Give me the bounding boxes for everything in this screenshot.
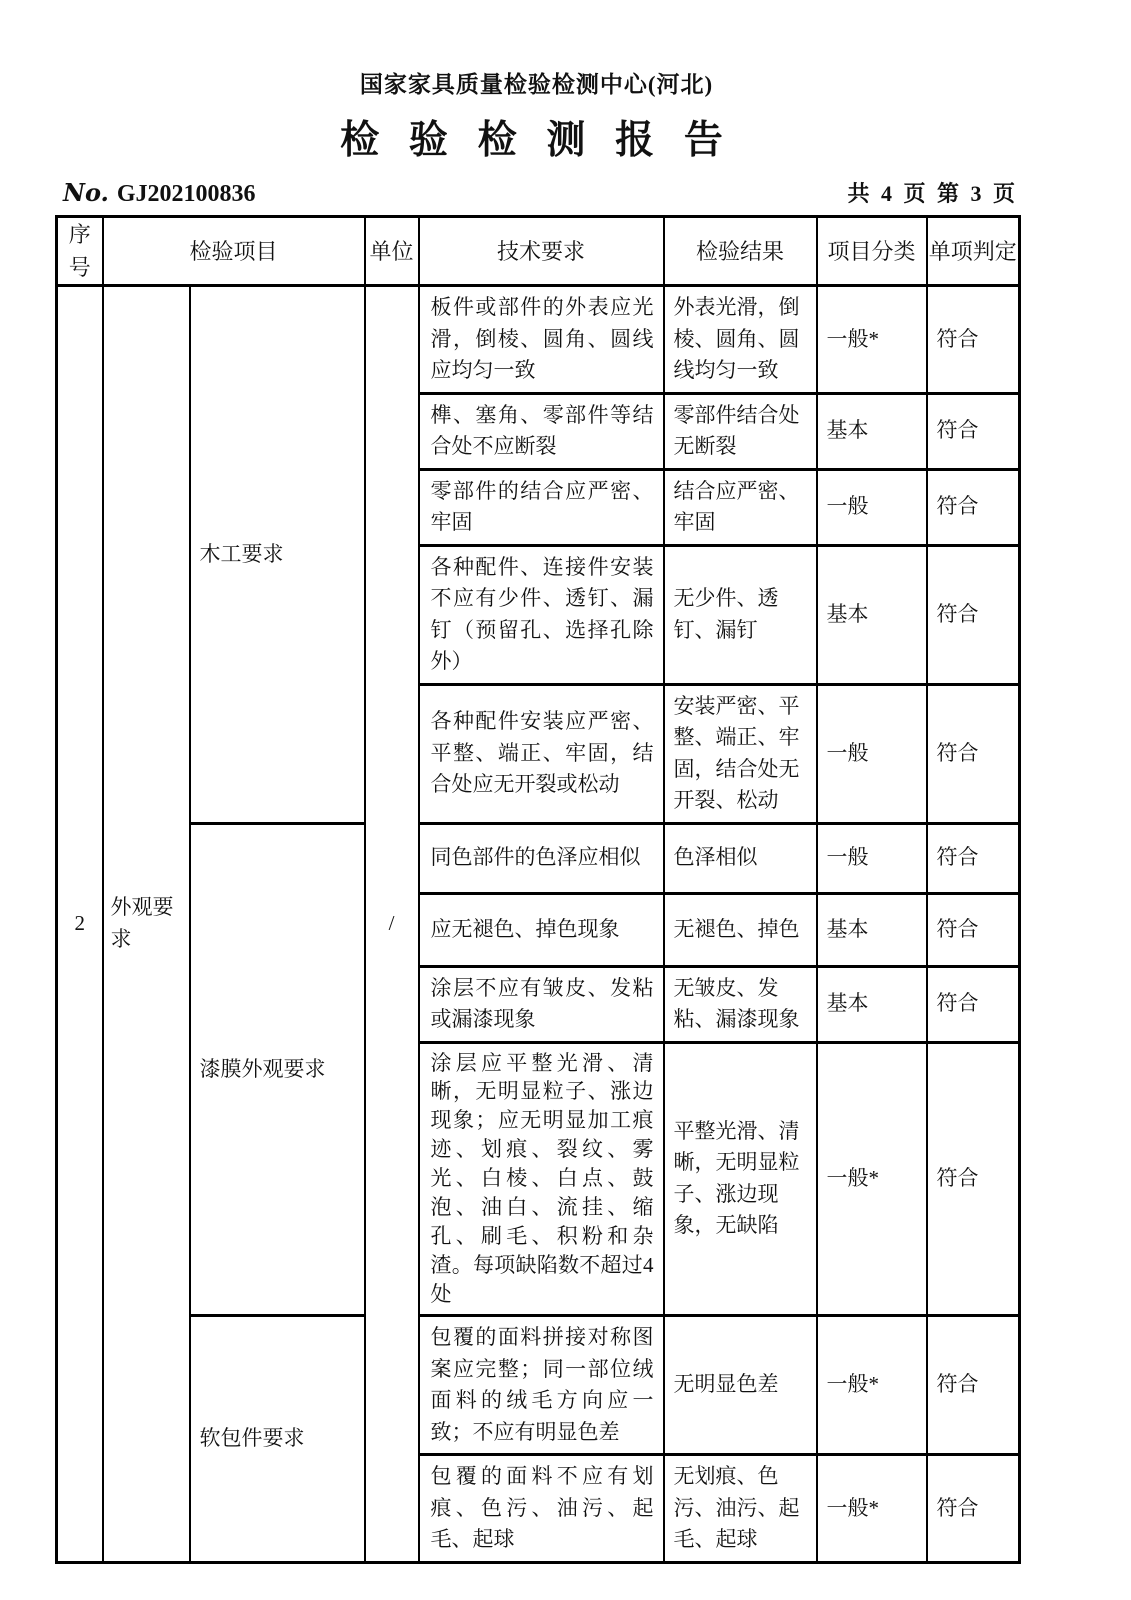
cell-result: 外表光滑，倒棱、圆角、圆线均匀一致: [664, 286, 817, 394]
cell-classification: 基本: [817, 545, 927, 684]
report-number: [55, 178, 256, 208]
table-row: [57, 286, 1020, 394]
cell-classification: 一般*: [817, 1042, 927, 1316]
cell-judgment: 符合: [927, 893, 1020, 966]
table-header-row: [57, 217, 1020, 286]
cell-classification: 一般*: [817, 1455, 927, 1563]
cell-classification: 基本: [817, 393, 927, 469]
cell-judgment: 符合: [927, 393, 1020, 469]
cell-judgment: 符合: [927, 966, 1020, 1042]
cell-requirement: 各种配件、连接件安装不应有少件、透钉、漏钉（预留孔、选择孔除外）: [419, 545, 664, 684]
cell-classification: 一般*: [817, 286, 927, 394]
cell-judgment: 符合: [927, 684, 1020, 823]
header-requirement: 技术要求: [419, 217, 664, 286]
cell-result: 无皱皮、发粘、漏漆现象: [664, 966, 817, 1042]
cell-sub-item: 软包件要求: [190, 1316, 365, 1563]
cell-classification: 基本: [817, 966, 927, 1042]
header-item: 检验项目: [103, 217, 365, 286]
org-name: 国家家具质量检验检测中心(河北): [359, 72, 714, 97]
cell-requirement: 包覆的面料不应有划痕、色污、油污、起毛、起球: [419, 1455, 664, 1563]
table-row: [57, 823, 1020, 893]
cell-unit: /: [365, 286, 419, 1563]
report-page: [55, 0, 1018, 1564]
cell-sub-item: 漆膜外观要求: [190, 823, 365, 1316]
cell-judgment: 符合: [927, 1042, 1020, 1316]
cell-seq: 2: [57, 286, 103, 1563]
cell-result: 无明显色差: [664, 1316, 817, 1455]
cell-judgment: 符合: [927, 545, 1020, 684]
cell-judgment: 符合: [927, 1316, 1020, 1455]
report-title: 检 验 检 测 报 告: [340, 119, 733, 162]
cell-requirement: 应无褪色、掉色现象: [419, 893, 664, 966]
table-row: [57, 1316, 1020, 1455]
cell-judgment: 符合: [927, 823, 1020, 893]
header-seq: 序号: [57, 217, 103, 286]
cell-classification: 一般: [817, 823, 927, 893]
cell-requirement: 榫、塞角、零部件等结合处不应断裂: [419, 393, 664, 469]
cell-sub-item: 木工要求: [190, 286, 365, 824]
report-number-value: GJ202100836: [116, 181, 256, 207]
cell-requirement: 涂层应平整光滑、清晰，无明显粒子、涨边现象；应无明显加工痕迹、划痕、裂纹、雾光、白棱、白点、鼓泡、油白、流挂、缩孔、刷毛、积粉和杂渣。每项缺陷数不超过4处: [419, 1042, 664, 1316]
cell-classification: 一般: [817, 684, 927, 823]
report-number-label: No.: [63, 178, 109, 207]
cell-result: 无划痕、色污、油污、起毛、起球: [664, 1455, 817, 1563]
inspection-table: [55, 215, 1021, 1564]
cell-requirement: 涂层不应有皱皮、发粘或漏漆现象: [419, 966, 664, 1042]
cell-requirement: 板件或部件的外表应光滑，倒棱、圆角、圆线应均匀一致: [419, 286, 664, 394]
cell-item-name: 外观要求: [103, 286, 190, 1563]
cell-classification: 一般*: [817, 1316, 927, 1455]
cell-classification: 一般: [817, 469, 927, 545]
cell-result: 色泽相似: [664, 823, 817, 893]
cell-judgment: 符合: [927, 469, 1020, 545]
cell-result: 安装严密、平整、端正、牢固，结合处无开裂、松动: [664, 684, 817, 823]
cell-requirement: 零部件的结合应严密、牢固: [419, 469, 664, 545]
cell-result: 结合应严密、牢固: [664, 469, 817, 545]
cell-result: 无少件、透钉、漏钉: [664, 545, 817, 684]
cell-judgment: 符合: [927, 286, 1020, 394]
header-classification: 项目分类: [817, 217, 927, 286]
header-result: 检验结果: [664, 217, 817, 286]
cell-judgment: 符合: [927, 1455, 1020, 1563]
cell-classification: 基本: [817, 893, 927, 966]
page-info: 共 4 页 第 3 页: [847, 181, 1018, 206]
cell-requirement: 同色部件的色泽应相似: [419, 823, 664, 893]
cell-requirement: 包覆的面料拼接对称图案应完整；同一部位绒面料的绒毛方向应一致；不应有明显色差: [419, 1316, 664, 1455]
cell-result: 平整光滑、清晰，无明显粒子、涨边现象，无缺陷: [664, 1042, 817, 1316]
report-meta-row: [55, 178, 1018, 208]
cell-result: 无褪色、掉色: [664, 893, 817, 966]
cell-result: 零部件结合处无断裂: [664, 393, 817, 469]
cell-requirement: 各种配件安装应严密、平整、端正、牢固，结合处应无开裂或松动: [419, 684, 664, 823]
header-unit: 单位: [365, 217, 419, 286]
header-judgment: 单项判定: [927, 217, 1020, 286]
